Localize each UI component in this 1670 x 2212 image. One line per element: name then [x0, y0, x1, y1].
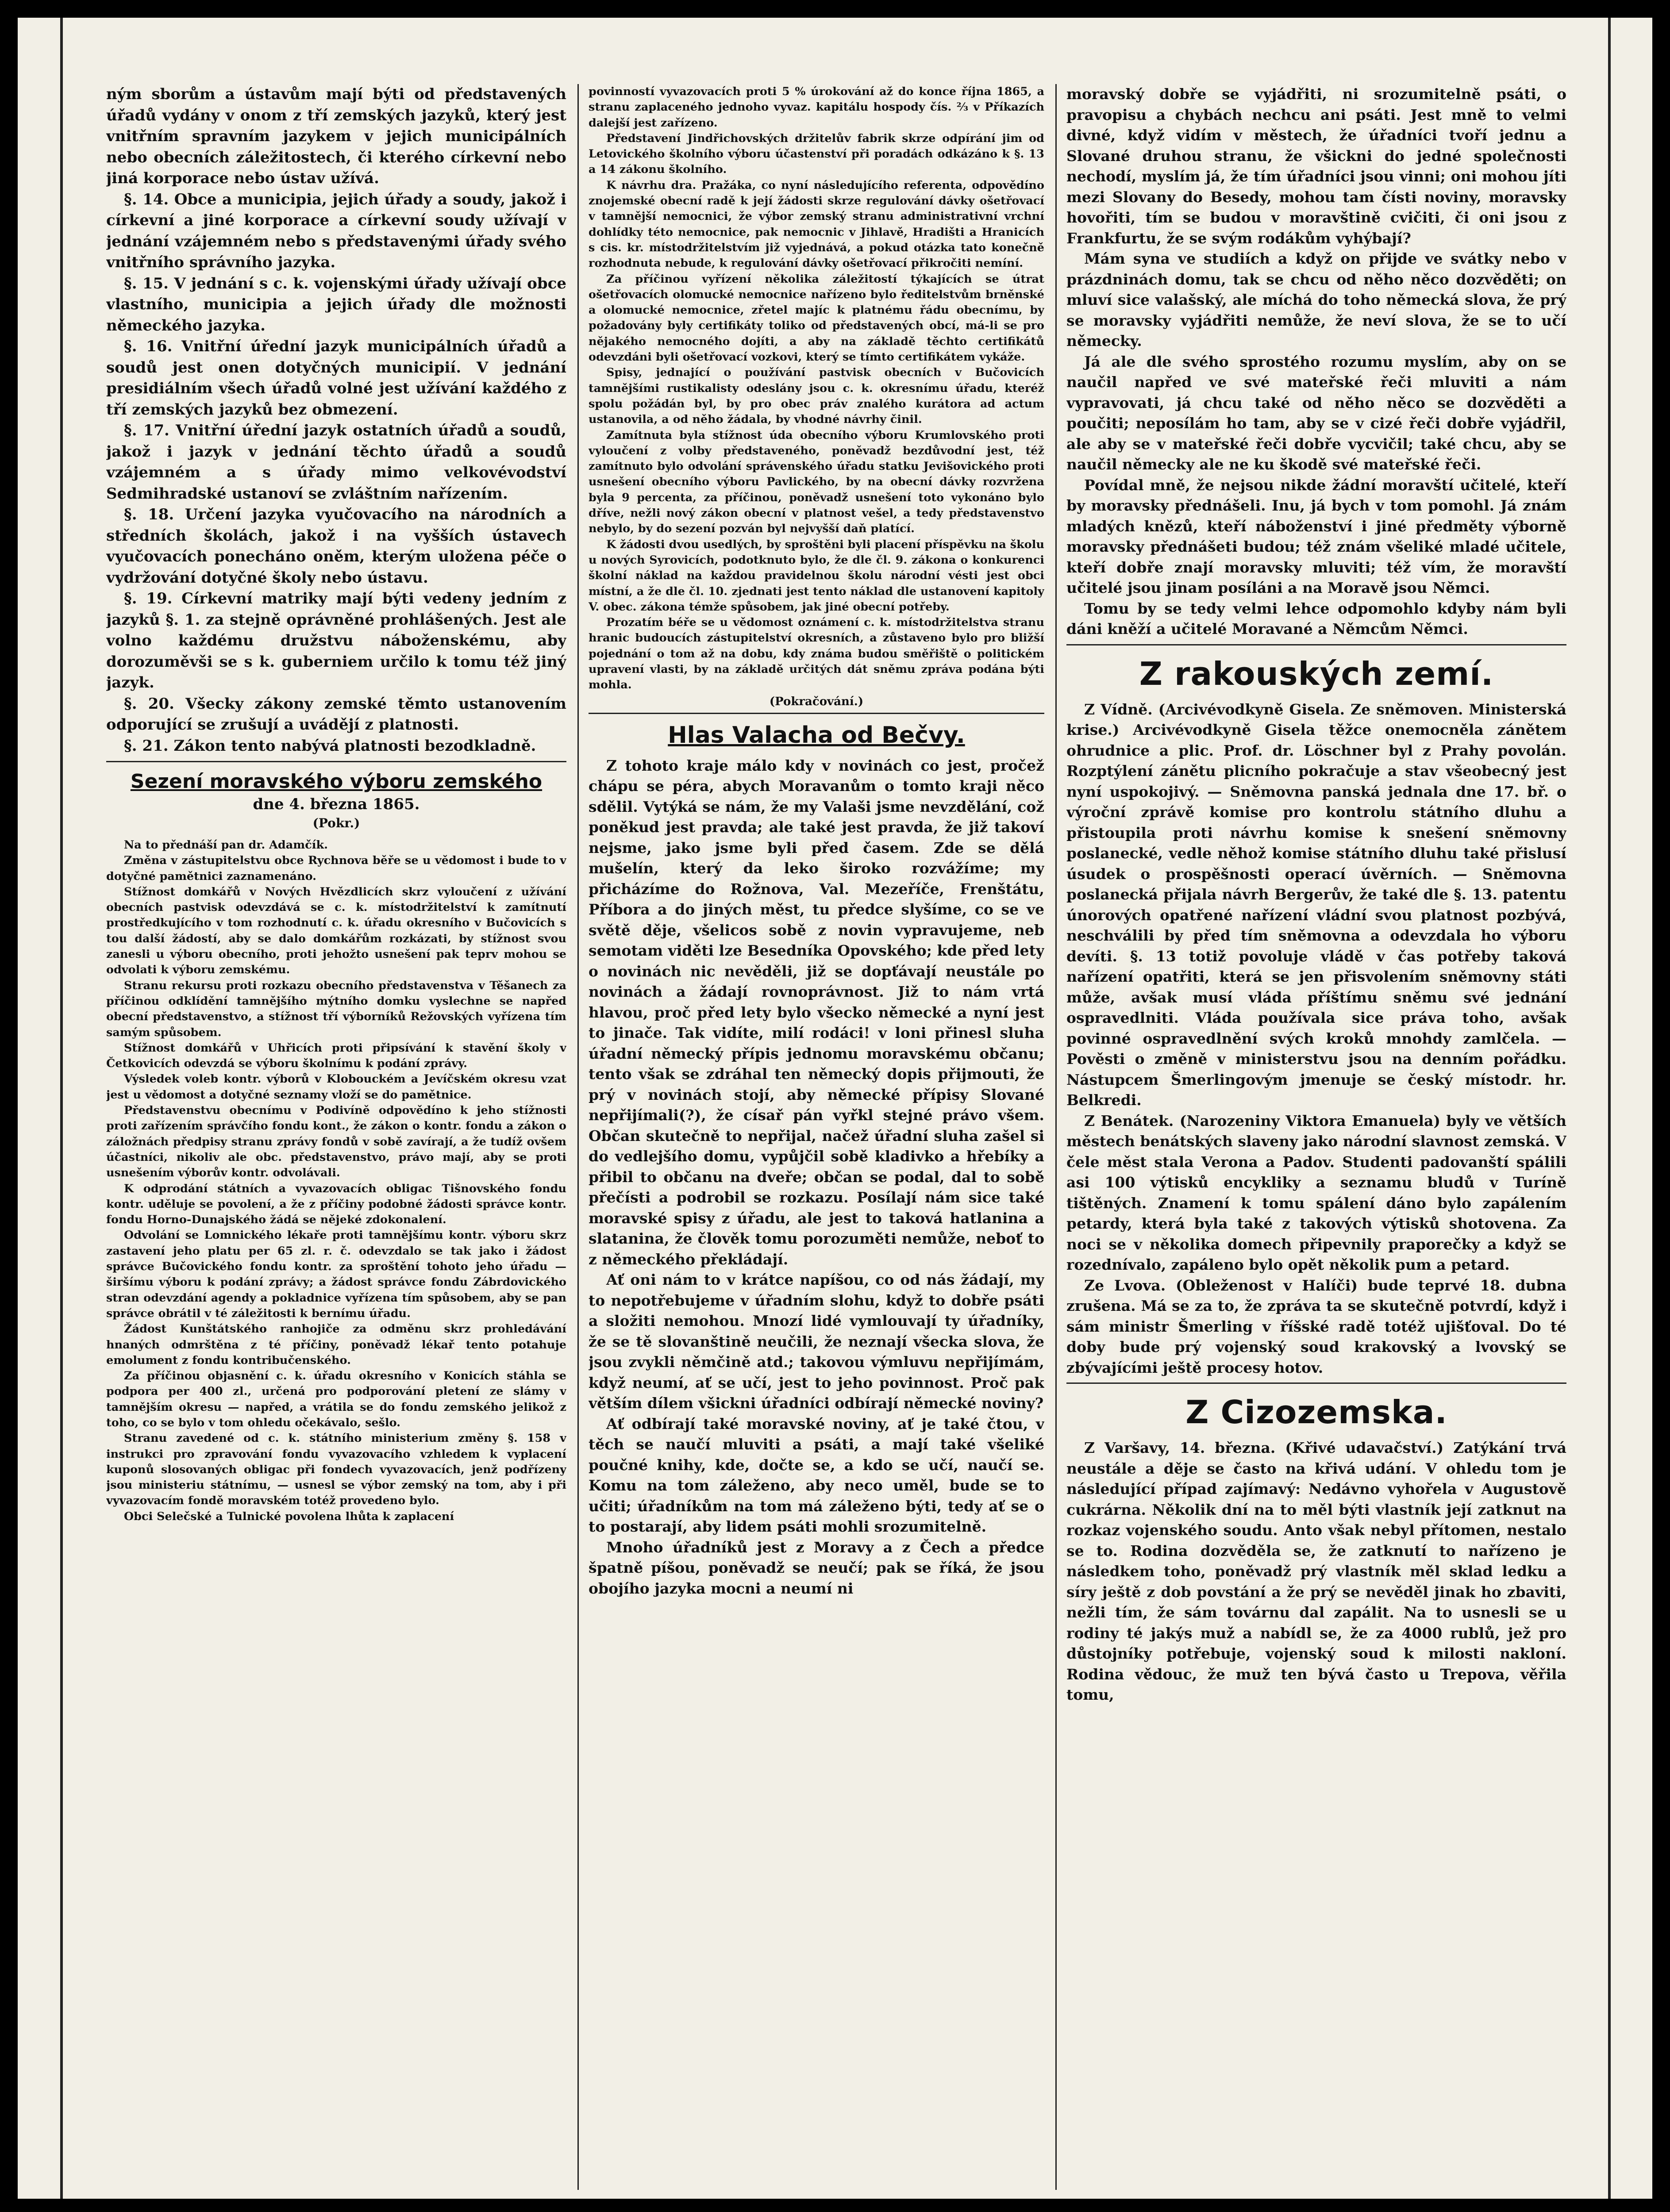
law-paragraph: ným sborům a ústavům mají býti od představených úřadů vydány v onom z tří zemských jazyků, který jest vnitřním spravním jazykem v jejich municipálních nebo obecních záležitostech, či kterého církevní nebo jiná korporace nebo ústav užívá. — [106, 85, 566, 187]
column-2 — [589, 84, 1044, 1599]
rakouske-zeme-paragraphs — [1066, 699, 1566, 1379]
article-paragraph: Ať odbírají také moravské noviny, ať je také čtou, v těch se naučí mluviti a psáti, a mají také všeliké poučné knihy, kde, dočte se, a kdo se učí, naučí se. Komu na tom záleženo, aby neco uměl, bude se to učiti; úřadníkům na tom má záleženo býti, tedy ať se o to postarají, aby lidem psáti mohli srozumitelně. — [589, 1415, 1044, 1536]
minutes-paragraph: Na to přednáší pan dr. Adamčík. — [124, 838, 328, 852]
section-title-rakouske-zeme: Z rakouských zemí. — [1139, 655, 1494, 692]
article-paragraph: Ať oni nám to v krátce napíšou, co od nás žádají, my to nepotřebujeme v úřadním slohu, když to dobře psáti a složiti nemohou. Mnozí lidé vymlouvají ty úřadníky, že se tě slovanštině neučili, že neznají všecka slova, že jsou zvykli němčině atd.; takovou výmluvu nepřijímám, když neumí, ať se učí, jest to jeho povinnost. Proč pak větším dílem všickni úřadníci odbírají německé noviny? — [589, 1271, 1044, 1412]
law-paragraph: §. 18. Určení jazyka vyučovacího na národních a středních školách, jakož i na vyšších ústavech vyučovacích ponecháno oněm, kterým uložena péče o vydržování dotyčné školy nebo ústavu. — [106, 506, 566, 587]
law-paragraph: §. 19. Církevní matriky mají býti vedeny jedním z jazyků §. 1. za stejně oprávněné prohlášených. Jest ale volno každému družstvu náboženskému, aby dorozuměvši se s k. guberniem určilo k tomu též jiný jazyk. — [106, 590, 566, 691]
article-paragraphs — [589, 756, 1044, 1599]
minutes-paragraphs — [106, 837, 566, 1525]
section-divider — [1066, 1382, 1566, 1384]
minutes-paragraph: Spisy, jednající o používání pastvisk obecních v Bučovicích tamnějšími rustikalisty odeslány jsou c. k. okresnímu úřadu, kteréž spolu požádán byl, by pro obec práv znalého kurátora ad actum ustanovila, a od něho žádala, by vhodné návrhy činil. — [589, 366, 1044, 426]
minutes-paragraph: povinností vyvazovacích proti 5 % úrokování až do konce října 1865, a stranu zaplaceného jednoho vyvaz. kapitálu hospody čís. ⅔ v Příkazích dalejší jest zařízeno. — [589, 85, 1044, 130]
section-divider — [589, 713, 1044, 714]
cizozemsko-paragraphs — [1066, 1438, 1566, 1705]
section-title-cizozemsko: Z Cizozemska. — [1185, 1394, 1447, 1431]
column-3 — [1066, 84, 1566, 1705]
column-rule-1 — [577, 84, 579, 2190]
law-paragraph: §. 15. V jednání s c. k. vojenskými úřady užívají obce vlastního, municipia a jejich úřady dle možnosti německého jazyka. — [106, 274, 566, 334]
article-paragraph: Z tohoto kraje málo kdy v novinách co jest, pročež chápu se péra, abych Moravanům o tomto kraji něco sdělil. Vytýká se nám, že my Valaši jsme nevzdělání, což poněkud jest pravda; ale také jest pravda, že již takoví nejsme, jako jsme byli před časem. Zde se dělá mušelín, který da leko široko rozvážíme; my přicházíme do Rožnova, Val. Mezeříče, Frenštátu, Příbora a do jiných měst, tu předce slyšíme, co se ve světě děje, všelicos sobě z novin vypravujeme, neb semotam viděti lze Besedníka Opovského; kde před lety o novinách nic nevěděli, již se dopťávají neustále po novinách a žádají rovnoprávnost. Již to nám vrtá hlavou, proč před lety bylo všecko německé a nyní jest to jinače. Tak vidíte, milí rodáci! v loni přinesl sluha úřadní německý přípis jednomu moravskému občanu; tento však se zdráhal ten německý dopis přijmouti, že prý v novinách stojí, aby německé přípisy Slované nepřijímali(?), že císař pán vyřkl stejné právo všem. Občan skutečně to nepřijal, načež úřadní sluha zašel si do vedlejšího domu, vypůjčil sobě kladivko a hřebíky a přibil to občanu na dveře; občan se podal, dal to sobě přečísti a podrobil se rozkazu. Posílají nám sice také moravské spisy z úřadu, ale jest to taková hatlanina a slatanina, že člověk tomu porozuměti nemůže, neboť to z německého překládají. — [589, 757, 1044, 1268]
page-margin-rule-right — [1608, 18, 1611, 2199]
minutes-paragraph: K žádosti dvou usedlých, by sproštěni byli placení příspěvku na školu u nových Syrovicích, podotknuto bylo, že dle čl. 9. zákona o konkurenci školní náklad na každou pravidelnou školu národní vésti jest obci místní, a že dle čl. 10. zjednati jest tento náklad dle ustanovení kapitoly V. obec. zákona témže spůsobem, jak jiné obecní potřeby. — [589, 538, 1044, 614]
minutes-paragraph: Žádost Kunštátského ranhojiče za odměnu skrz prohledávání hnaných odmrštěna z té příčiny, poněvadž lékař tento potahuje emolument z fondu kontribučenského. — [106, 1322, 566, 1367]
news-paragraph: Z Vídně. (Arcivévodkyně Gisela. Ze sněmoven. Ministerská krise.) Arcivévodkyně Gisela těžce onemocněla zánětem ohrudnice a plic. Prof. dr. Löschner byl z Prahy povolán. Rozptýlení zánětu plicního pokračuje a stav všeobecný jest nyní uspokojivý. — Sněmovna panská jednala dne 17. bř. o výroční zprávě komise pro kontrolu státního dluhu a přistoupila proti návrhu komise k snešení sněmovny poslanecké, vedle něhož komise státního dluhu také přislusí úsudek o prospěšnosti operací úvěrních. — Sněmovna poslanecká přijala návrh Bergerův, že také dle §. 13. patentu únorových opatřené nařízení vládní svou platnost pozbývá, neschválili by před tím sněmovna a odevzdala ho výboru devíti. §. 13 totiž povoluje vládě v čas potřeby taková nařízení opatřiti, která se jen přisvolením sněmovny státi může, avšak musí vláda příštímu sněmu své jednání ospravedlniti. Vláda používala sice práva toho, avšak povinné ospravedlnění svých kroků mnohdy zamlčela. — Pověsti o změně v ministerstvu jsou na denním pořádku. Nástupcem Šmerlingovým jmenuje se český místodr. hr. Belkredi. — [1066, 700, 1566, 1109]
law-paragraph: §. 20. Všecky zákony zemské těmto ustanovením odporující se zrušují a uvádějí z platnosti. — [106, 695, 566, 733]
minutes-paragraph: Za příčinou vyřízení několika záležitostí týkajících se útrat ošetřovacích olomucké nemocnice nařízeno bylo ředitelstvům brněnské a olomucké nemocnice, zřetel majíc k platnému řádu obecnímu, by požadovány byly certifikáty toliko od představených obcí, má-li se pro nějakého nemocného dojíti, a aby na základě těchto certifikátů odevzdáni byli ošetřovací vozkovi, který se tímto certifikátem vykáže. — [589, 272, 1044, 364]
minutes-paragraph: K návrhu dra. Pražáka, co nyní následujícího referenta, odpovědíno znojemské obecní radě k její žádosti skrze regulování dávky ošetřovací v tamnější nemocnici, že výbor zemský stranu administrativní vrchní dohlídky této nemocnice, pak nemocnic v Jihlavě, Hradišti a Hranicích s cis. kr. místodržitelstvím již vyjednává, a pokud otázka tato konečně rozhodnuta nebude, k regulování dávky ošetřovací přikročiti nemíní. — [589, 178, 1044, 270]
law-paragraph: §. 17. Vnitřní úřední jazyk ostatních úřadů a soudů, jakož i jazyk v jednání těchto úřadů a soudů vzájemném a s úřady mimo velkovévodství Sedmihradské ustanoví se zvláštním nařízením. — [106, 422, 566, 503]
minutes-paragraph: Představení Jindřichovských držitelův fabrik skrze odpírání jim od Letovického školního výboru účastenství při poradách odkázáno k §. 13 a 14 zákonu školního. — [589, 131, 1044, 177]
article-paragraph: Tomu by se tedy velmi lehce odpomohlo kdyby nám byli dáni kněží a učitelé Moravané a Němcům Němci. — [1066, 599, 1566, 637]
article-paragraph: Já ale dle svého sprostého rozumu myslím, aby on se naučil napřed ve své mateřské řeči mluviti a nám vypravovati, já chcu také od něho něco se dozvěděti a poučiti; neposílám ho tam, aby se v cizé řeči dobře vyjádřil, ale aby se v mateřské řeči dobře vycvičil; také chcu, aby se naučil německy ale ne ku škodě své mateřské řeči. — [1066, 353, 1566, 473]
minutes-paragraph: Prozatím béře se u vědomost oznámení c. k. místodržitelstva stranu hranic budoucích zástupitelství okresních, a zůstaveno bylo pro bližší pojednání o tom až na dobu, kdy známa budou směřiště o politickém upravení vlasti, by na základě určitých dát sněmu zpráva podána býti mohla. — [589, 616, 1044, 692]
news-paragraph: Z Varšavy, 14. března. (Křivé udavačství.) Zatýkání trvá neustále a děje se často na křivá udání. V ohledu tom je následující případ zajímavý: Nedávno vyhořela v Augustově cukrárna. Několik dní na to měl býti vlastník její zatknut na rozkaz vojenského soudu. Anto však nebyl přítomen, nestalo se to. Rodina dozvěděla se, že zatknutí to nařízeno je následkem toho, poněvadž prý vlastník měl sklad ledku a síry ještě z dob povstání a že prý se nevěděl jinak ho zbaviti, nežli tím, že sám továrnu dal zapálit. Na to usnesli se u rodiny té jakýs muž a nabídl se, že za 4000 rublů, jež pro důstojníky potřebuje, vojenský soud k milosti nakloní. Rodina vědouc, že muž ten bývá často u Trepova, věřila tomu, — [1066, 1439, 1566, 1703]
minutes-paragraph: K odprodání státních a vyvazovacích obligac Tišnovského fondu kontr. uděluje se povolení, a že z příčiny podobné žádosti správce kontr. fondu Horno-Dunajského žádá se nějeké zdokonalení. — [106, 1182, 566, 1227]
section-divider — [106, 761, 566, 762]
law-paragraph: §. 16. Vnitřní úřední jazyk municipálních úřadů a soudů jest onen dotyčných municipií. V jednání presidiálním všech úřadů volné jest užívání každého z tří zemských jazyků bez obmezení. — [106, 338, 566, 419]
newspaper-page — [18, 18, 1652, 2199]
minutes-paragraph: Stranu zavedené od c. k. státního ministerium změny §. 158 v instrukci pro zpravování fondu vyvazovacího vzhledem k vyplacení kuponů slosovaných obligac při fondech vyvazovacích, jenž podřízeny jsou ministeriu státnímu, — usnesl se výbor zemský na tom, aby i při vyvazovacím fondě moravském totéž provedeno bylo. — [106, 1432, 566, 1508]
minutes-paragraph: Stranu rekursu proti rozkazu obecního představenstva v Těšanech za příčinou odklídění tamnějšího mýtního domku vyslechne se napřed obecní představenstvo, a stížnost tří výborníků Režovských vyřízena tím samým spůsobem. — [106, 979, 566, 1039]
minutes-paragraph: Obci Selečské a Tulnické povolena lhůta k zaplacení — [124, 1509, 454, 1523]
article-continued — [1066, 84, 1566, 640]
minutes-paragraph: Představenstvu obecnímu v Podivíně odpovědíno k jeho stížnosti proti zařízením správčího fondu kont., že zákon o kontr. fondu a zákon o záložnách předpisy stranu zprávy fondů v sobě zavírají, a že tudíž ovšem účastníci, nikoliv ale obc. představenstvo, právo mají, aby se proti usnešením výborův kontr. odvolávali. — [106, 1104, 566, 1180]
minutes-paragraph: Zamítnuta byla stížnost úda obecního výboru Krumlovského proti vyloučení z volby představeného, poněvadž bezdůvodní jest, též zamítnuto bylo odvolání správenského úřadu statku Jevišovického proti usnešení obecního výboru Pavlického, by na obecní dávky rozvržena byla 9 percenta, za příčinou, poněvadž usnešení toto vykonáno bylo dříve, nežli nový zákon obecní v platnost vešel, a tedy představenstvo nebylo, by do sezení pozván byl nejvyšší daň platící. — [589, 428, 1044, 536]
news-paragraph: Z Benátek. (Narozeniny Viktora Emanuela) byly ve větších městech benátských slaveny jako národní slavnost zemská. V čele měst stala Verona a Padov. Studenti padovanští spálili asi 100 výtisků encykliky a seznamu bludů v Turíně tištěných. Znamení k tomu spálení dáno bylo zapálením petardy, která byla také z takových výtisků shotovena. Za noci se v několika domech připevnily praporečky a když se rozednívalo, zapáleno bylo opět několik pum a petard. — [1066, 1112, 1566, 1273]
law-paragraph: §. 21. Zákon tento nabývá platnosti bezodkladně. — [124, 737, 536, 755]
article-paragraph: Mám syna ve studiích a když on přijde ve svátky nebo v prázdninách domu, tak se chcu od něho něco dozvěděti; on mluví sice valašský, ale míchá do toho německá slova, že prý se moravsky vyjádřiti nemůže, že neví slova, že se to učí německy. — [1066, 250, 1566, 349]
minutes-paragraph: Odvolání se Lomnického lékaře proti tamnějšímu kontr. výboru skrz zastavení jeho platu per 65 zl. r. č. odevzdalo se tak jako i žádost správce Bučovického fondu kontr. za sproštění tohoto jeho úřadu — širšímu výboru k podání zprávy; a žádost správce fondu Zábrdovického stran odevzdání agendy a pokladnice vyřízena tím spůsobem, aby se pan správce obrátil v té záležitosti k bernímu úřadu. — [106, 1229, 566, 1320]
law-paragraphs — [106, 84, 566, 757]
minutes-paragraph: Za příčinou objasnění c. k. úřadu okresního v Konicích stáhla se podpora per 400 zl., určená pro podporování pletení ze slámy v tamnějším okresu — napřed, a vrátila se do fondu zemského jelikož z toho, co se bylo v tom ohledu očekávalo, sešlo. — [106, 1369, 566, 1429]
minutes-paragraph: Stížnost domkářů v Nových Hvězdlicích skrz vyloučení z užívání obecních pastvisk odevzdává se c. k. místodržitelství k zamítnutí prostředkujícího v tom rozhodnutí c. k. úřadu okresního v Bučovicích s tou další žádostí, aby se dalo domkářům rozkázati, by stížnost svou zanesli u výboru obecního, proti jehožto usnešení pak teprv mohou se odvolati k výboru zemskému. — [106, 885, 566, 977]
minutes-continued — [589, 84, 1044, 693]
minutes-paragraph: Stížnost domkářů v Uhřicích proti připsívání k stavění školy v Četkovicích odevzdá se výboru školnímu k podání zprávy. — [106, 1041, 566, 1071]
section-date: dne 4. března 1865. — [253, 795, 420, 813]
section-title-zemsky-vybor: Sezení moravského výboru zemského — [130, 770, 543, 793]
section-divider — [1066, 644, 1566, 645]
column-rule-2 — [1055, 84, 1057, 2190]
page-margin-rule-left — [60, 18, 63, 2199]
minutes-paragraph: Výsledek voleb kontr. výborů v Klobouckém a Jevíčském okresu vzat jest u vědomost a dotyčné seznamy vloží se do pamětnice. — [106, 1072, 566, 1102]
article-paragraph: Mnoho úřadníků jest z Moravy a z Čech a předce špatně píšou, poněvadž se neučí; pak se říká, že jsou obojího jazyka mocni a neumí ni — [589, 1538, 1044, 1597]
law-paragraph: §. 14. Obce a municipia, jejich úřady a soudy, jakož i církevní a jiné korporace a církevní soudy užívají v jednání vzájemném nebo s představenými úřady svého vnitřního správního jazyka. — [106, 190, 566, 271]
column-1 — [106, 84, 566, 1525]
section-note: (Pokr.) — [312, 816, 360, 830]
news-paragraph: Ze Lvova. (Obleženost v Halíči) bude teprvé 18. dubna zrušena. Má se za to, že zpráva ta se skutečně potvrdí, když i sám ministr Šmerling v říšské radě totéž ujišťoval. Do té doby bude prý vojenský soud krakovský a lvovský se zbývajícími ještě procesy hotov. — [1066, 1276, 1566, 1376]
section-title-hlas-valacha: Hlas Valacha od Bečvy. — [668, 722, 965, 749]
minutes-paragraph: Změna v zástupitelstvu obce Rychnova běře se u vědomost i bude to v dotyčné pamětnici zaznamenáno. — [106, 854, 566, 883]
article-paragraph: moravský dobře se vyjádřiti, ni srozumitelně psáti, o pravopisu a chybách nechcu ani psáti. Jest mně to velmi divné, když vidím v městech, že úřadníci tvoří jednu a Slované druhou stranu, že všickni do jedné společnosti nechodí, myslím já, že tím úřadníci jsou vinni; oni mohou jíti mezi Slovany do Besedy, mohou tam čísti noviny, moravsky hovořiti, tím se budou v moravštině cvičiti, či oni jsou z Frankfurtu, že se svým rodákům vyhýbají? — [1066, 85, 1566, 247]
continued-note: (Pokračování.) — [769, 695, 864, 708]
article-paragraph: Povídal mně, že nejsou nikde žádní moravští učitelé, kteří by moravsky přednášeli. Inu, já bych v tom pomohl. Já znám mladých knězů, kteří náboženství i jiné předměty výborně moravsky přednášeti budou; též znám všeliké mladé učitele, kteří dobře znají moravsky mluviti; též vím, že moravští učitelé jsou jinam posíláni a na Moravě jsou Němci. — [1066, 476, 1566, 596]
